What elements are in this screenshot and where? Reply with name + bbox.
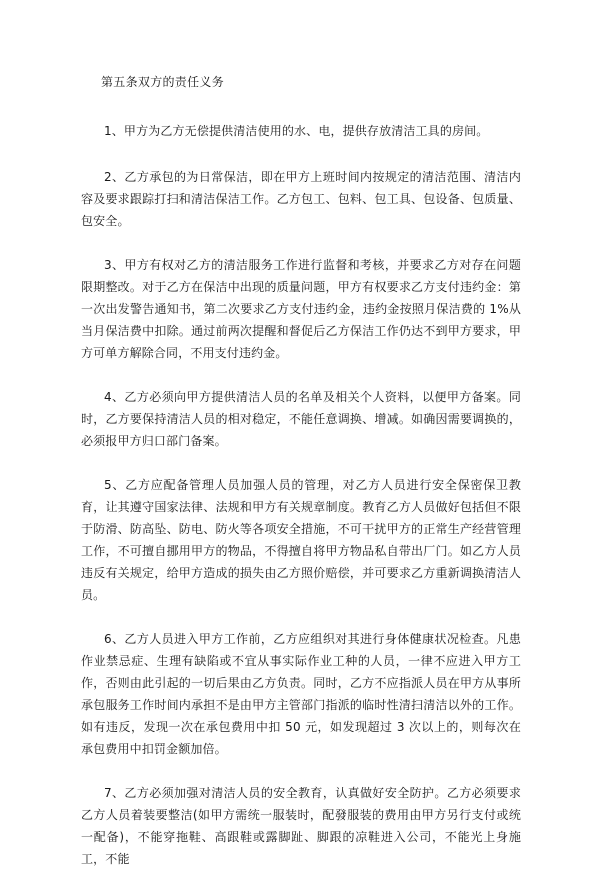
section-title: 第五条双方的责任义务 bbox=[101, 75, 225, 89]
paragraph-4: 4、乙方必须向甲方提供清洁人员的名单及相关个人资料，以便甲方备案。同时，乙方要保持清洁人员的相对稳定，不能任意调换、增减。如确因需要调换的，必须报甲方归口部门备案。 bbox=[81, 390, 521, 448]
paragraph-6: 6、乙方人员进入甲方工作前，乙方应组织对其进行身体健康状况检查。凡患作业禁忌症、生理有缺陷或不宜从事实际作业工种的人员，一律不应进入甲方工作，否则由此引起的一切后果由乙方负责。同时，乙方不应指派人员在甲方从事所承包服务工作时间内承担不是由甲方主管部门指派的临时性清扫清洁以外的工作。如有违反，发现一次在承包费用中扣 50 元，如发现超过 3 次以上的，则每次在承包费用中扣罚金额加倍。 bbox=[81, 632, 521, 756]
paragraph-3: 3、甲方有权对乙方的清洁服务工作进行监督和考核，并要求乙方对存在问题限期整改。对于乙方在保洁中出现的质量问题，甲方有权要求乙方支付违约金：第一次出发警告通知书，第二次要求乙方支付违约金，违约金按照月保洁费的 1%从当月保洁费中扣除。通过前两次提醒和督促后乙方保洁工作仍达不到甲方要求，甲方可单方解除合同，不用支付违约金。 bbox=[81, 258, 521, 360]
paragraph-7: 7、乙方必须加强对清洁人员的安全教育，认真做好安全防护。乙方必须要求乙方人员着装要整洁(如甲方需统一服装时，配發服装的费用由甲方另行支付或统一配备)，不能穿拖鞋、高跟鞋或露脚趾、脚跟的凉鞋进入公司，不能光上身施工，不能 bbox=[81, 786, 521, 866]
paragraph-2: 2、乙方承包的为日常保洁，即在甲方上班时间内按规定的清洁范围、清洁内容及要求跟踪打扫和清洁保洁工作。乙方包工、包料、包工具、包设备、包质量、包安全。 bbox=[81, 170, 521, 228]
paragraph-5: 5、乙方应配备管理人员加强人员的管理，对乙方人员进行安全保密保卫教育，让其遵守国家法律、法规和甲方有关规章制度。教育乙方人员做好包括但不限于防滑、防高坠、防电、防火等各项安全措施，不可干扰甲方的正常生产经营管理工作，不可擅自挪用甲方的物品，不得擅自将甲方物品私自带出厂门。如乙方人员违反有关规定，给甲方造成的损失由乙方照价赔偿，并可要求乙方重新调换清洁人员。 bbox=[81, 478, 521, 602]
document-body bbox=[81, 74, 521, 892]
paragraph-1: 1、甲方为乙方无偿提供清洁使用的水、电，提供存放清洁工具的房间。 bbox=[104, 124, 489, 138]
